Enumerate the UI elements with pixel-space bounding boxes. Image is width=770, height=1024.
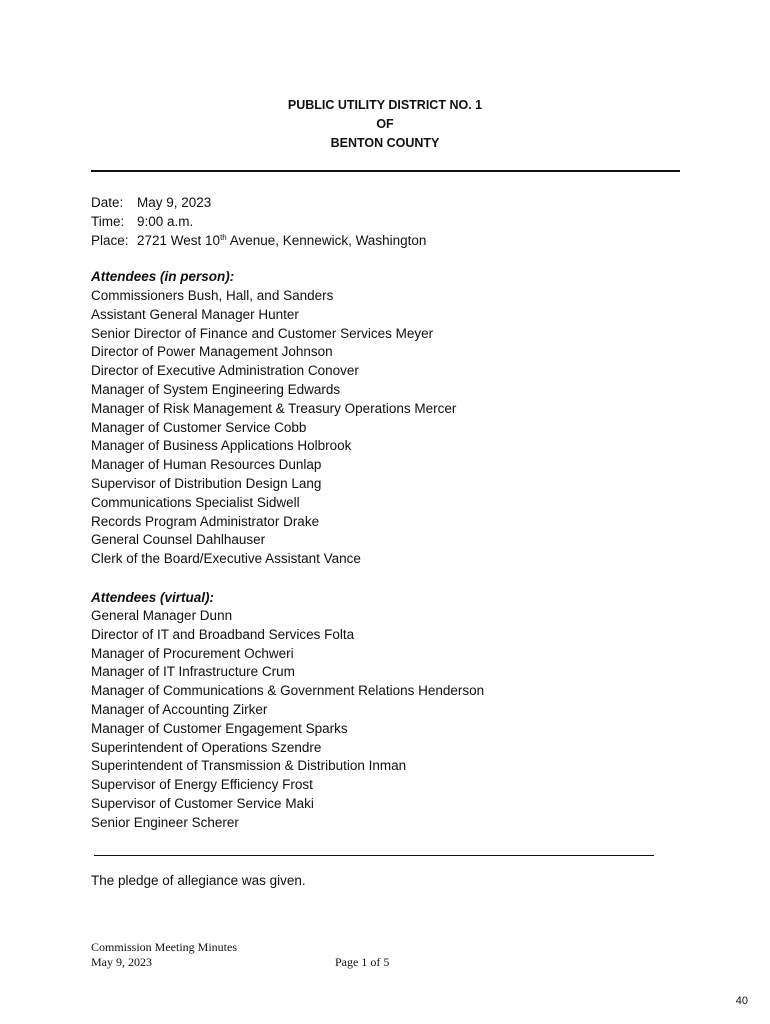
attendee-item: Clerk of the Board/Executive Assistant Vance — [91, 551, 361, 567]
attendee-item: Manager of Human Resources Dunlap — [91, 457, 322, 473]
page-corner-number: 40 — [735, 995, 748, 1007]
place-value-sup: th — [220, 233, 227, 242]
attendee-item: Superintendent of Transmission & Distribution Inman — [91, 758, 407, 774]
meeting-details — [91, 193, 426, 250]
attendee-item: Manager of IT Infrastructure Crum — [91, 664, 295, 680]
footer-page-number: Page 1 of 5 — [335, 955, 390, 969]
attendee-item: Manager of Communications & Government Relations Henderson — [91, 683, 485, 699]
date-value: May 9, 2023 — [137, 195, 212, 210]
attendee-item: Supervisor of Customer Service Maki — [91, 795, 314, 811]
attendee-item: Assistant General Manager Hunter — [91, 306, 299, 322]
attendee-item: Supervisor of Distribution Design Lang — [91, 475, 322, 491]
document-header — [0, 96, 770, 153]
header-line-2: OF — [376, 117, 394, 131]
place-value-pre: 2721 West 10 — [137, 233, 221, 248]
header-divider — [91, 170, 680, 172]
attendee-item: Superintendent of Operations Szendre — [91, 739, 322, 755]
attendee-item: Manager of Risk Management & Treasury Operations Mercer — [91, 400, 457, 416]
attendee-item: Manager of System Engineering Edwards — [91, 381, 341, 397]
attendee-item: Records Program Administrator Drake — [91, 513, 320, 529]
place-row — [91, 231, 426, 250]
attendee-item: Manager of Procurement Ochweri — [91, 645, 294, 661]
attendee-item: Supervisor of Energy Efficiency Frost — [91, 777, 313, 793]
header-line-1: PUBLIC UTILITY DISTRICT NO. 1 — [287, 98, 483, 112]
attendee-item: Manager of Business Applications Holbrook — [91, 438, 352, 454]
attendees-virtual-title: Attendees (virtual): — [91, 590, 215, 605]
attendee-item: Director of Power Management Johnson — [91, 344, 333, 360]
date-label: Date: — [91, 195, 124, 210]
pledge-text: The pledge of allegiance was given. — [91, 873, 306, 888]
place-value-post: Avenue, Kennewick, Washington — [226, 233, 427, 248]
attendee-item: Senior Engineer Scherer — [91, 814, 239, 830]
time-value: 9:00 a.m. — [137, 214, 194, 229]
attendees-in-person-title: Attendees (in person): — [91, 269, 235, 284]
attendee-item: Manager of Customer Engagement Sparks — [91, 720, 348, 736]
section-divider — [94, 855, 654, 856]
attendees-in-person-list — [91, 287, 456, 569]
attendee-item: Director of Executive Administration Conover — [91, 363, 359, 379]
attendee-item: Manager of Accounting Zirker — [91, 701, 268, 717]
time-row — [91, 212, 426, 231]
attendee-item: General Counsel Dahlhauser — [91, 532, 266, 548]
place-label: Place: — [91, 233, 129, 248]
attendee-item: Manager of Customer Service Cobb — [91, 419, 307, 435]
time-label: Time: — [91, 214, 125, 229]
date-row — [91, 193, 426, 212]
attendee-item: Director of IT and Broadband Services Folta — [91, 626, 355, 642]
attendee-item: Commissioners Bush, Hall, and Sanders — [91, 288, 334, 303]
footer-date: May 9, 2023 — [91, 955, 152, 969]
footer-title: Commission Meeting Minutes — [91, 940, 238, 954]
attendee-item: Senior Director of Finance and Customer Services Meyer — [91, 325, 434, 341]
header-line-3: BENTON COUNTY — [330, 136, 440, 150]
attendee-item: Communications Specialist Sidwell — [91, 494, 300, 510]
attendees-virtual-list — [91, 607, 484, 833]
attendee-item: General Manager Dunn — [91, 608, 233, 623]
